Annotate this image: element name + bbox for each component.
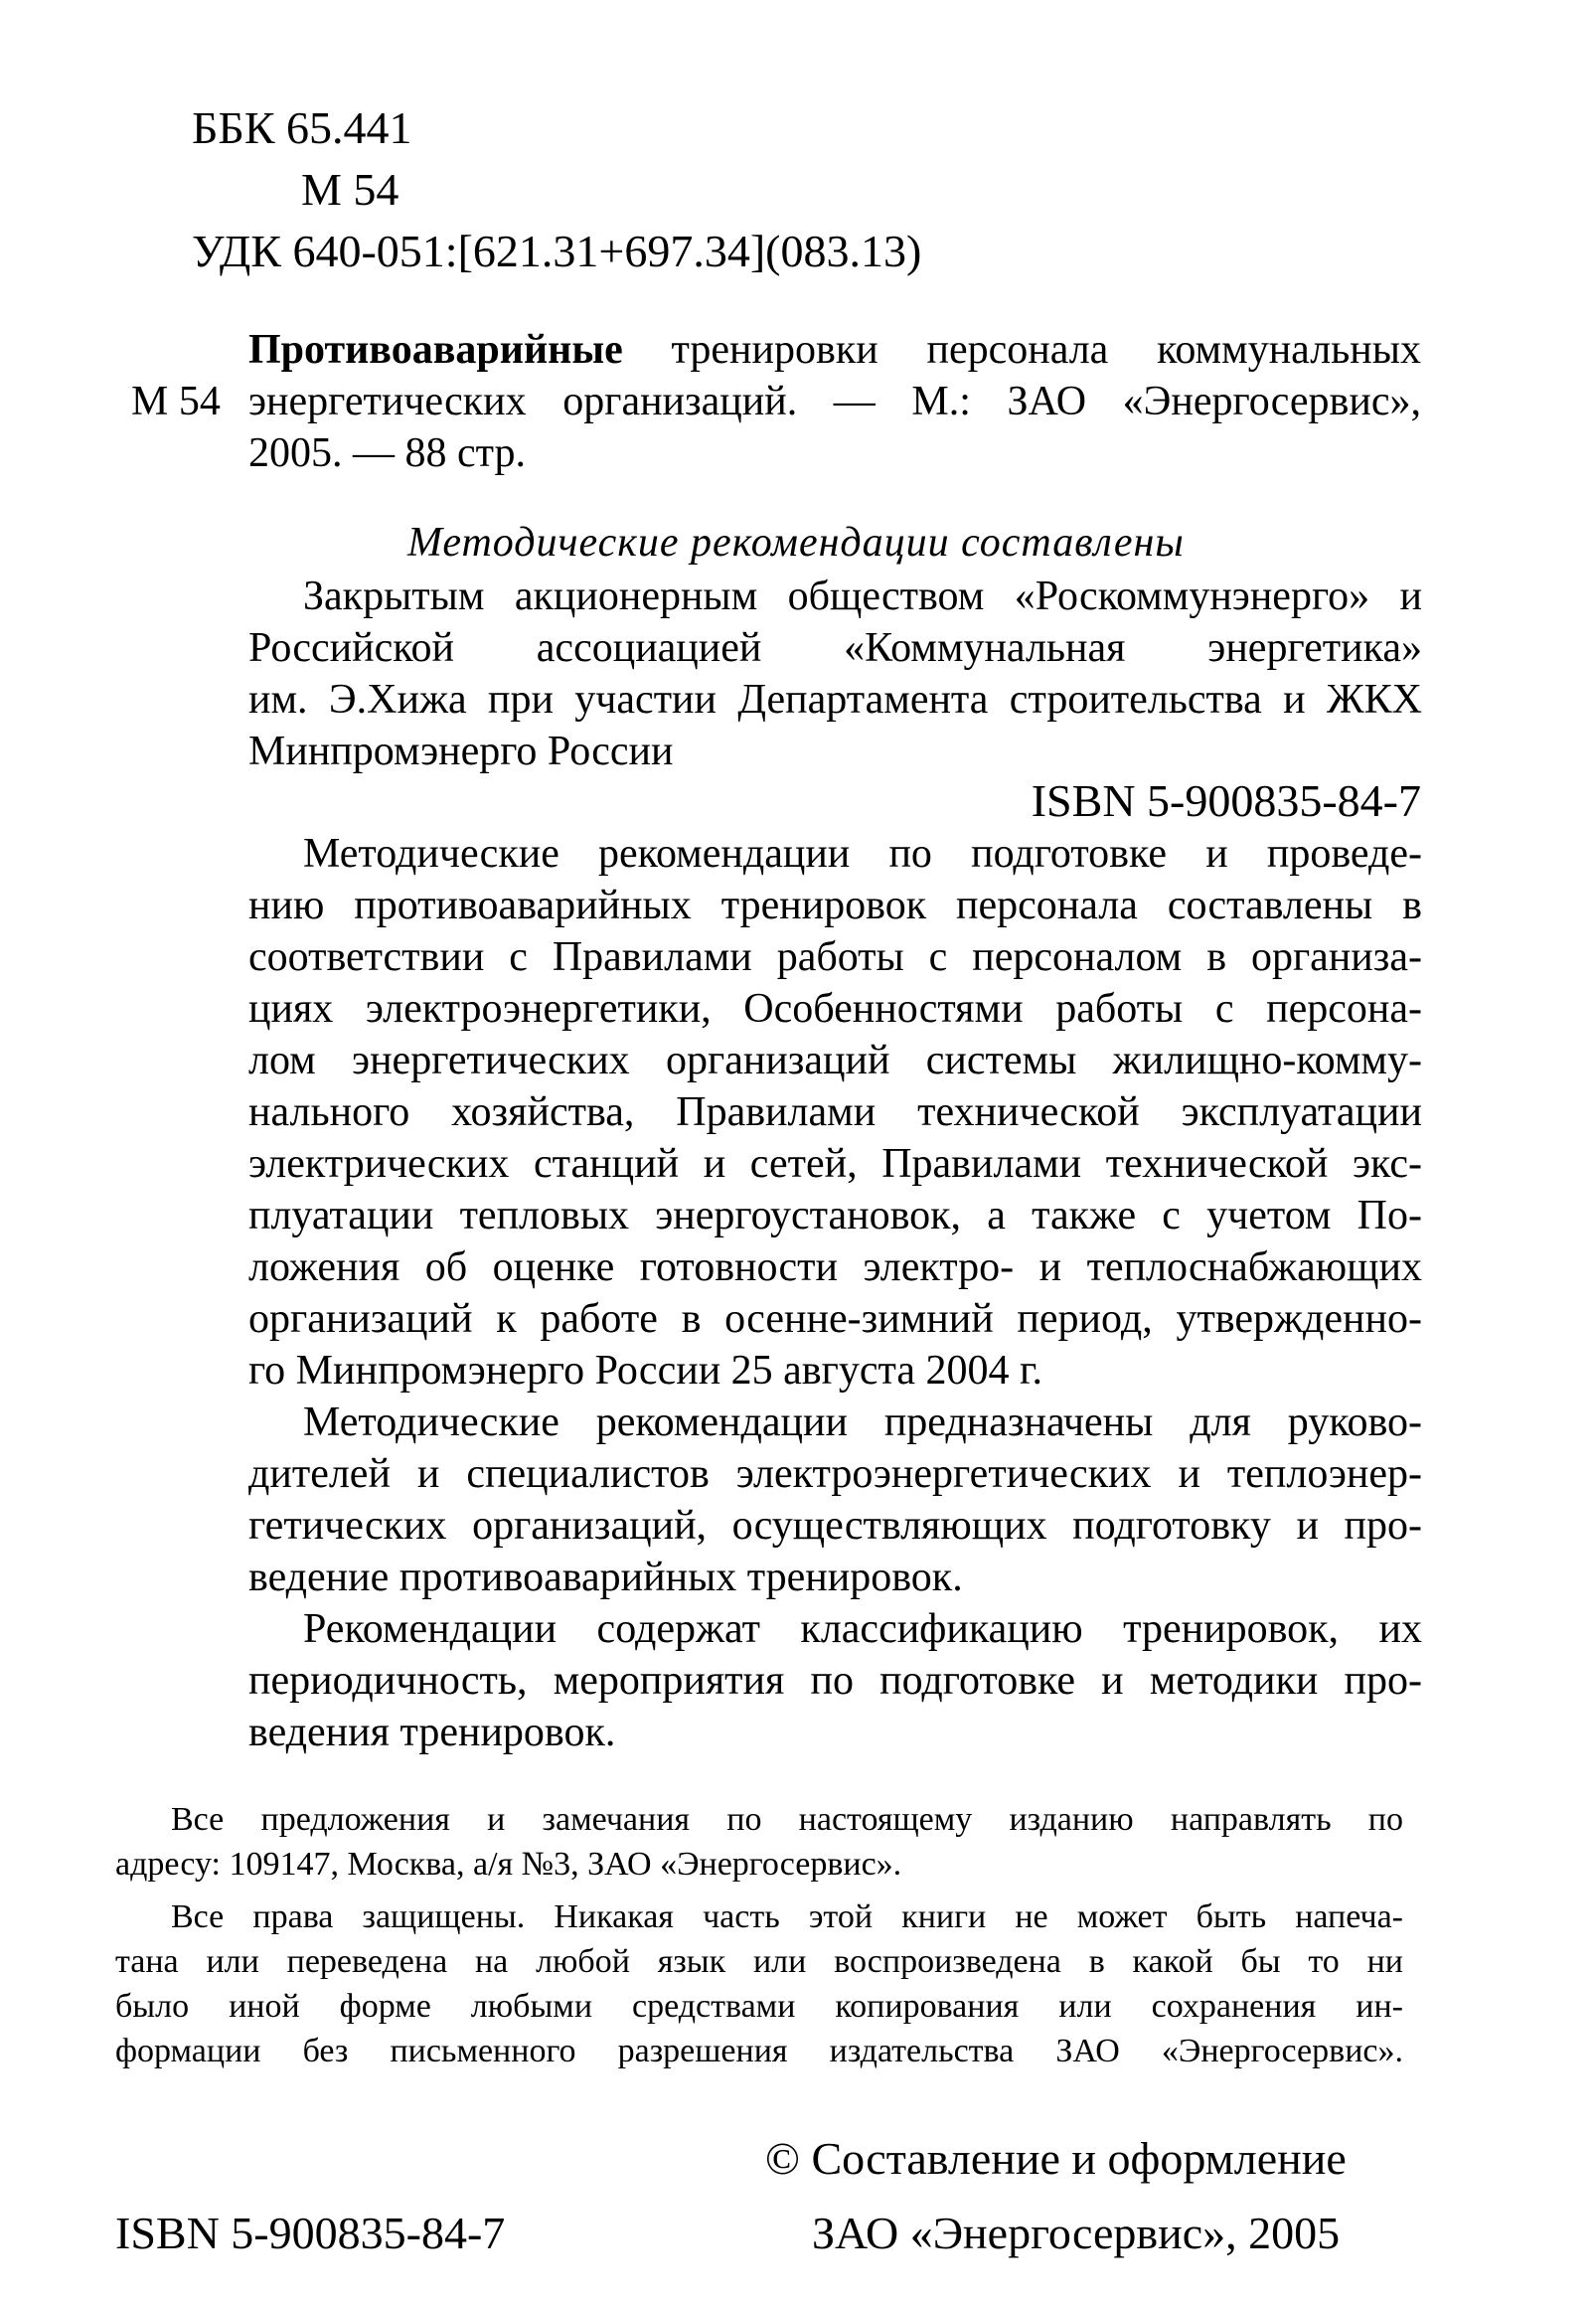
abstract-p1-line-3: соответствии с Правилами работы с персоналом в организа-: [248, 934, 1422, 980]
udc-code: УДК 640-051:[621.31+697.34](083.13): [192, 226, 922, 276]
abstract-p1-line-1: Методические рекомендации по подготовке и проведе-: [303, 831, 1422, 877]
abstract-p1-line-11: го Минпромэнерго России 25 августа 2004 г.: [248, 1348, 1043, 1394]
abstract-p2-line-3: гетических организаций, осуществляющих подготовку и про-: [248, 1503, 1422, 1549]
abstract-p1-line-8: плуатации тепловых энергоустановок, а также с учетом По-: [248, 1193, 1422, 1238]
isbn-top: ISBN 5-900835-84-7: [1031, 775, 1421, 826]
abstract-p1-line-4: циях электроэнергетики, Особенностями работы с персона-: [248, 986, 1422, 1032]
annotation-line-2: энергетических организаций. — М.: ЗАО «Энергосервис»,: [248, 379, 1421, 424]
abstract-p2-line-1: Методические рекомендации предназначены для руково-: [303, 1399, 1422, 1445]
abstract-p3-line-2: периодичность, мероприятия по подготовке и методики про-: [248, 1658, 1422, 1704]
annotation-line-3: 2005. — 88 стр.: [248, 430, 527, 476]
copyright-line-1: © Составление и оформление: [765, 2133, 1347, 2184]
abstract-p3-line-1: Рекомендации содержат классификацию тренировок, их: [303, 1606, 1422, 1652]
annotation-title-rest: тренировки персонала коммунальных: [671, 327, 1422, 373]
abstract-p2-line-4: ведение противоаварийных тренировок.: [248, 1555, 963, 1600]
rights-line-3: было иной форме любыми средствами копирования или сохранения ин-: [115, 1988, 1403, 2025]
abstract-p2-line-2: дителей и специалистов электроэнергетических и теплоэнер-: [248, 1451, 1422, 1497]
abstract-p1-line-2: нию противоаварийных тренировок персонала составлены в: [248, 883, 1422, 928]
abstract-p1-line-6: нального хозяйства, Правилами технической эксплуатации: [248, 1089, 1422, 1135]
compilers-line-2: Российской ассоциацией «Коммунальная энергетика»: [248, 625, 1422, 671]
compilers-line-4: Минпромэнерго России: [248, 729, 674, 774]
annotation-line-1: [248, 324, 1421, 376]
abstract-p1-line-9: ложения об оценке готовности электро- и теплоснабжающих: [248, 1244, 1422, 1290]
annotation-mark: М 54: [131, 379, 221, 424]
abstract-p1-line-10: организаций к работе в осенне-зимний период, утвержденно-: [248, 1296, 1422, 1342]
author-mark: М 54: [301, 164, 399, 215]
annotation-title-bold: Противоаварийные: [248, 327, 623, 373]
rights-line-4: формации без письменного разрешения издательства ЗАО «Энергосервис».: [115, 2033, 1403, 2069]
copyright-line-2: ЗАО «Энергосервис», 2005: [812, 2208, 1341, 2258]
bbk-code: ББК 65.441: [192, 102, 412, 153]
isbn-bottom: ISBN 5-900835-84-7: [115, 2208, 506, 2258]
abstract-p1-line-7: электрических станций и сетей, Правилами технической экс-: [248, 1141, 1422, 1187]
compilers-line-3: им. Э.Хижа при участии Департамента строительства и ЖКХ: [248, 677, 1422, 723]
feedback-line-1: Все предложения и замечания по настоящему изданию направлять по: [171, 1801, 1403, 1838]
feedback-line-2: адресу: 109147, Москва, а/я №3, ЗАО «Энергосервис».: [115, 1846, 902, 1883]
compilers-intro: Методические рекомендации составлены: [407, 520, 1185, 566]
rights-line-2: тана или переведена на любой язык или воспроизведена в какой бы то ни: [115, 1943, 1403, 1980]
abstract-p1-line-5: лом энергетических организаций системы жилищно-комму-: [248, 1038, 1422, 1083]
compilers-line-1: Закрытым акционерным обществом «Роскоммунэнерго» и: [303, 574, 1422, 619]
abstract-p3-line-3: ведения тренировок.: [248, 1710, 616, 1755]
rights-line-1: Все права защищены. Никакая часть этой книги не может быть напеча-: [171, 1898, 1403, 1935]
